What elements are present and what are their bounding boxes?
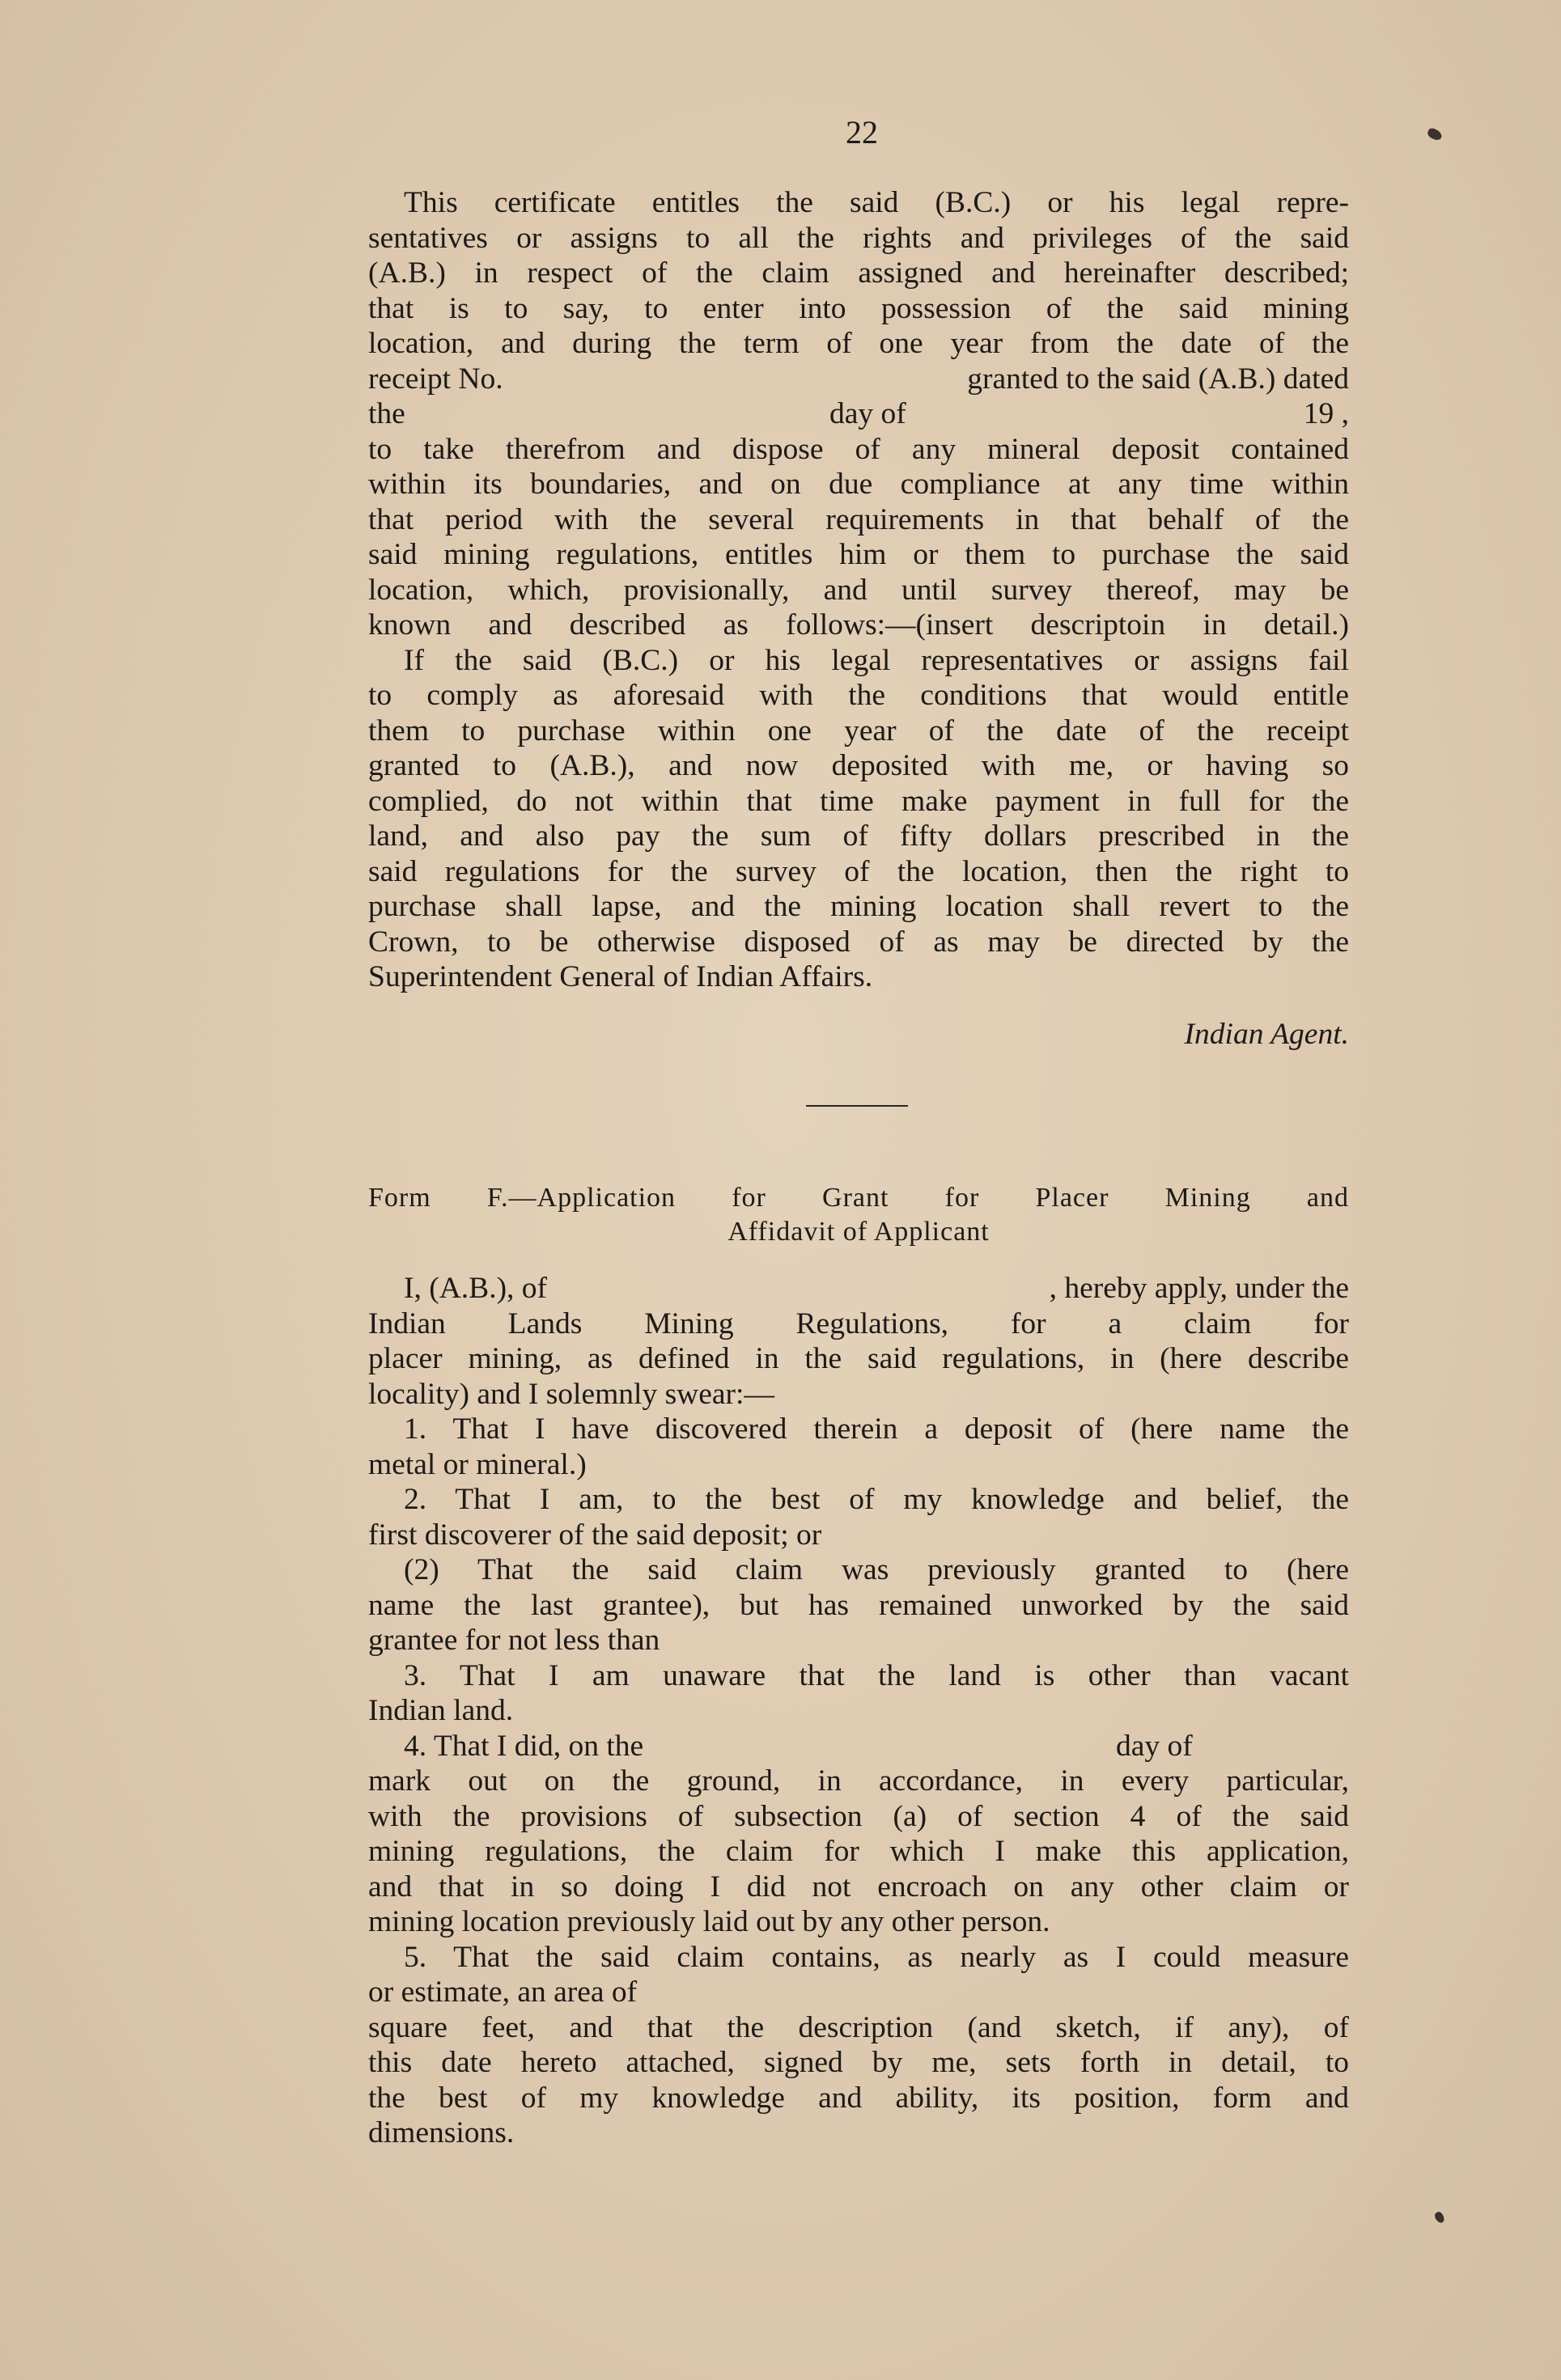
page-number: 22 <box>846 114 878 150</box>
text-line: sentatives or assigns to all the rights and privileges of the said <box>368 221 1349 255</box>
text-line: (A.B.) in respect of the claim assigned and hereinafter described; <box>368 256 1349 290</box>
text-line: that is to say, to enter into possession of the said mining <box>368 291 1349 325</box>
application-first-line <box>368 1271 1349 1306</box>
item-5-area: or estimate, an area of <box>368 1976 638 2009</box>
date-the: the <box>368 397 405 430</box>
text-line: them to purchase within one year of the date of the receipt <box>368 714 1349 747</box>
item-4-first <box>368 1729 1349 1764</box>
text-line: location, and during the term of one year from the date of the <box>368 327 1349 360</box>
item-4-last: mining location previously laid out by any other person. <box>368 1905 1050 1938</box>
date-day-of: day of <box>829 397 906 430</box>
text-line: said regulations for the survey of the location, then the right to <box>368 854 1349 888</box>
item-5-line: this date hereto attached, signed by me, sets forth in detail, to <box>368 2046 1349 2079</box>
ink-blot <box>1433 2210 1446 2224</box>
signature-indian-agent: Indian Agent. <box>1184 1018 1349 1051</box>
text-line: that period with the several requirements in that behalf of the <box>368 502 1349 536</box>
text-line: purchase shall lapse, and the mining location shall revert to the <box>368 890 1349 923</box>
text-line: This certificate entitles the said (B.C.) or his legal repre- <box>404 186 1349 219</box>
date-year: 19 , <box>1303 397 1349 430</box>
section-divider <box>806 1105 908 1107</box>
text-line: granted to (A.B.), and now deposited with me, or having so <box>368 749 1349 782</box>
item-5: 5. That the said claim contains, as nearly as I could measure <box>404 1940 1349 1974</box>
certificate-text <box>368 185 1349 995</box>
text-line: Indian Lands Mining Regulations, for a claim for <box>368 1306 1349 1340</box>
item-4-label: 4. That I did, on the <box>404 1729 644 1763</box>
item-4-day-of: day of <box>1116 1729 1193 1763</box>
text-line: location, which, provisionally, and until survey thereof, may be <box>368 573 1349 607</box>
item-5-line: square feet, and that the description (and sketch, if any), of <box>368 2010 1349 2044</box>
text-line: land, and also pay the sum of fifty dollars prescribed in the <box>368 819 1349 853</box>
text-line: Crown, to be otherwise disposed of as may be directed by the <box>368 925 1349 959</box>
text-line: to comply as aforesaid with the conditions that would entitle <box>368 679 1349 712</box>
text-line: said mining regulations, entitles him or them to purchase the said <box>368 538 1349 571</box>
text-line: complied, do not within that time make payment in full for the <box>368 784 1349 818</box>
apply-clause: , hereby apply, under the <box>1049 1272 1349 1305</box>
date-line <box>368 396 1349 432</box>
text-line: locality) and I solemnly swear:— <box>368 1377 774 1411</box>
item-5-line: the best of my knowledge and ability, its position, form and <box>368 2081 1349 2115</box>
text-line: Superintendent General of Indian Affairs. <box>368 960 873 993</box>
application-text <box>368 1271 1349 2151</box>
form-heading-line1: Form F.—Application for Grant for Placer Mining and <box>368 1183 1349 1213</box>
item-5-last: dimensions. <box>368 2116 515 2149</box>
item-2: 2. That I am, to the best of my knowledge and belief, the <box>404 1483 1349 1516</box>
applicant-label: I, (A.B.), of <box>404 1272 548 1305</box>
item-4-line: mining regulations, the claim for which I make this application, <box>368 1835 1349 1868</box>
text-line: to take therefrom and dispose of any mineral deposit contained <box>368 432 1349 466</box>
item-4-line: mark out on the ground, in accordance, in every particular, <box>368 1764 1349 1798</box>
form-heading-line2: Affidavit of Applicant <box>727 1217 990 1247</box>
text-line: placer mining, as defined in the said regulations, in (here describe <box>368 1342 1349 1375</box>
item-2-cont: first discoverer of the said deposit; or <box>368 1518 822 1552</box>
item-3-cont: Indian land. <box>368 1694 514 1727</box>
item-3: 3. That I am unaware that the land is other than vacant <box>404 1658 1349 1692</box>
item-1-cont: metal or mineral.) <box>368 1447 587 1481</box>
text-line: If the said (B.C.) or his legal representatives or assigns fail <box>404 643 1349 677</box>
item-2b-last: grantee for not less than <box>368 1624 660 1657</box>
receipt-right: granted to the said (A.B.) dated <box>967 362 1349 396</box>
receipt-label: receipt No. <box>368 362 503 396</box>
receipt-line <box>368 362 1349 397</box>
item-2b: (2) That the said claim was previously granted to (here <box>404 1553 1349 1586</box>
item-2b-cont: name the last grantee), but has remained unworked by the said <box>368 1588 1349 1622</box>
item-1: 1. That I have discovered therein a deposit of (here name the <box>404 1412 1349 1446</box>
item-4-line: with the provisions of subsection (a) of section 4 of the said <box>368 1799 1349 1833</box>
text-line: within its boundaries, and on due compliance at any time within <box>368 468 1349 501</box>
ink-blot <box>1426 127 1443 142</box>
item-4-line: and that in so doing I did not encroach on any other claim or <box>368 1870 1349 1904</box>
text-line: known and described as follows:—(insert descriptoin in detail.) <box>368 608 1349 642</box>
